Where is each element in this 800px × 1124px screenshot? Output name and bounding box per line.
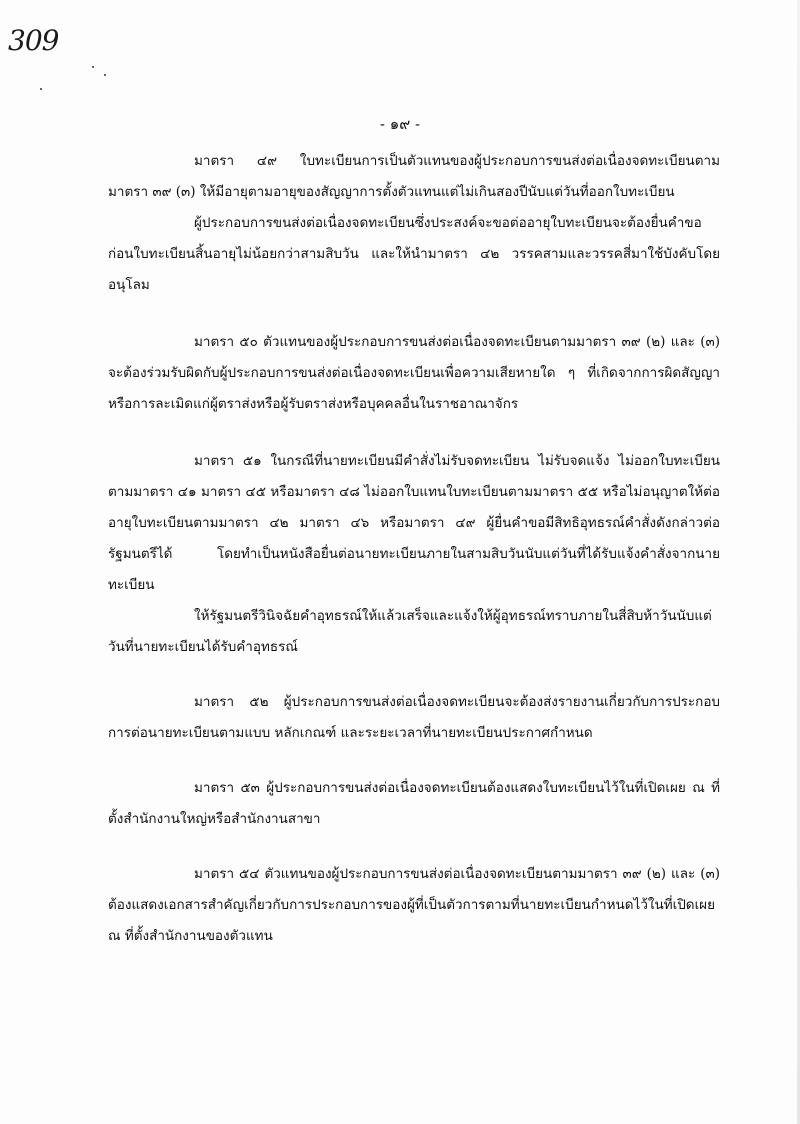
section-54 bbox=[108, 859, 720, 952]
section-53 bbox=[108, 773, 720, 835]
paragraph: มาตรา ๕๑ ในกรณีที่นายทะเบียนมีคำสั่งไม่รับจดทะเบียน ไม่รับจดแจ้ง ไม่ออกใบทะเบียนตามมาตรา ๔๑ มาตรา ๔๕ หรือมาตรา ๔๘ ไม่ออกใบแทนใบทะเบียนตามมาตรา ๕๕ หรือไม่อนุญาตให้ต่ออายุใบทะเบียนตามมาตรา ๔๒ มาตรา ๔๖ หรือมาตรา ๔๙ ผู้ยื่นคำขอมีสิทธิอุทธรณ์คำสั่งดังกล่าวต่อรัฐมนตรีได้ โดยทำเป็นหนังสือยื่นต่อนายทะเบียนภายในสามสิบวันนับแต่วันที่ได้รับแจ้งคำสั่งจากนายทะเบียน bbox=[108, 453, 720, 593]
page-number: - ๑๙ - bbox=[379, 115, 421, 133]
paragraph: ให้รัฐมนตรีวินิจฉัยคำอุทธรณ์ให้แล้วเสร็จและแจ้งให้ผู้อุทธรณ์ทราบภายในสี่สิบห้าวันนับแต่วันที่นายทะเบียนได้รับคำอุทธรณ์ bbox=[108, 608, 712, 655]
handwritten-page-mark: 309 bbox=[8, 24, 59, 57]
paragraph: มาตรา ๔๙ ใบทะเบียนการเป็นตัวแทนของผู้ประกอบการขนส่งต่อเนื่องจดทะเบียนตามมาตรา ๓๙ (๓) ให้มีอายุตามอายุของสัญญาการตั้งตัวแทนแต่ไม่เกินสองปีนับแต่วันที่ออกใบทะเบียน bbox=[108, 153, 720, 200]
document-body bbox=[108, 146, 720, 952]
paragraph: มาตรา ๕๒ ผู้ประกอบการขนส่งต่อเนื่องจดทะเบียนจะต้องส่งรายงานเกี่ยวกับการประกอบการต่อนายทะเบียนตามแบบ หลักเกณฑ์ และระยะเวลาที่นายทะเบียนประกาศกำหนด bbox=[108, 694, 720, 741]
scan-speck bbox=[40, 88, 42, 90]
section-52 bbox=[108, 687, 720, 749]
section-51 bbox=[108, 446, 720, 663]
paragraph: มาตรา ๕๔ ตัวแทนของผู้ประกอบการขนส่งต่อเนื่องจดทะเบียนตามมาตรา ๓๙ (๒) และ (๓) ต้องแสดงเอกสารสำคัญเกี่ยวกับการประกอบการของผู้ที่เป็นตัวการตามที่นายทะเบียนกำหนดไว้ในที่เปิดเผย ณ ที่ตั้งสำนักงานของตัวแทน bbox=[108, 866, 720, 944]
paragraph: มาตรา ๕๐ ตัวแทนของผู้ประกอบการขนส่งต่อเนื่องจดทะเบียนตามมาตรา ๓๙ (๒) และ (๓) จะต้องร่วมรับผิดกับผู้ประกอบการขนส่งต่อเนื่องจดทะเบียนเพื่อความเสียหายใด ๆ ที่เกิดจากการผิดสัญญาหรือการละเมิดแก่ผู้ตราส่งหรือผู้รับตราส่งหรือบุคคลอื่นในราชอาณาจักร bbox=[108, 334, 720, 412]
scan-speck bbox=[92, 66, 94, 68]
paragraph: ผู้ประกอบการขนส่งต่อเนื่องจดทะเบียนซึ่งประสงค์จะขอต่ออายุใบทะเบียนจะต้องยื่นคำขอก่อนใบทะเบียนสิ้นอายุไม่น้อยกว่าสามสิบวัน และให้นำมาตรา ๔๒ วรรคสามและวรรคสี่มาใช้บังคับโดยอนุโลม bbox=[108, 215, 720, 293]
section-50 bbox=[108, 327, 720, 420]
section-49 bbox=[108, 146, 720, 301]
paragraph: มาตรา ๕๓ ผู้ประกอบการขนส่งต่อเนื่องจดทะเบียนต้องแสดงใบทะเบียนไว้ในที่เปิดเผย ณ ที่ตั้งสำนักงานใหญ่หรือสำนักงานสาขา bbox=[108, 780, 720, 827]
scan-speck bbox=[104, 74, 106, 76]
